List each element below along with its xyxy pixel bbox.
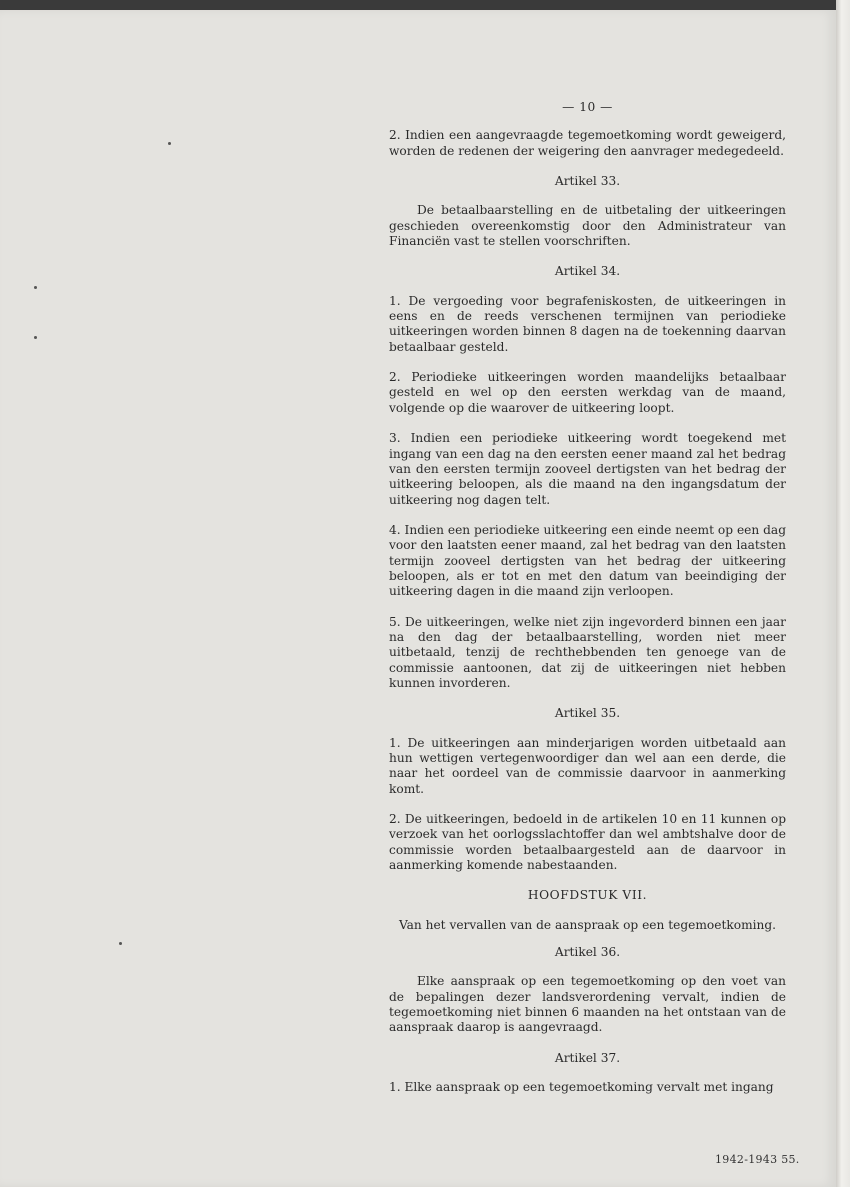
paragraph-art34-1: 1. De vergoeding voor begrafeniskosten, de uitkeeringen in eens en de reeds verschenen termijnen van periodieke uitkeeringen worden binnen 8 dagen na de toekenning daarvan betaalbaar gesteld. — [389, 293, 786, 354]
document-page — [0, 10, 836, 1187]
paragraph-art34-3: 3. Indien een periodieke uitkeering wordt toegekend met ingang van een dag na den eersten eener maand zal het bedrag van den eersten termijn zooveel dertigsten van het bedrag der uitkeering beloopen, als die maand na den ingangsdatum der uitkeering nog dagen telt. — [389, 431, 786, 507]
text-column — [389, 100, 786, 1111]
chapter-heading: HOOFDSTUK VII. — [527, 888, 648, 903]
paragraph-art35-2: 2. De uitkeeringen, bedoeld in de artikelen 10 en 11 kunnen op verzoek van het oorlogsslachtoffer dan wel ambtshalve door de commissie worden betaalbaargesteld aan de daarvoor in aanmerking komende nabestaanden. — [389, 812, 786, 873]
page-edge — [836, 0, 850, 1187]
paper-speck — [168, 142, 171, 145]
paper-speck — [34, 336, 37, 339]
article-heading-34: Artikel 34. — [554, 264, 621, 279]
paragraph-art36: Elke aanspraak op een tegemoetkoming op den voet van de bepalingen dezer landsverordening vervalt, indien de tegemoetkoming niet binnen 6 maanden na het ontstaan van de aanspraak daarop is aangevraagd. — [389, 974, 786, 1035]
article-heading-36: Artikel 36. — [554, 945, 621, 960]
paragraph-art37-1: 1. Elke aanspraak op een tegemoetkoming vervalt met ingang — [389, 1080, 774, 1095]
paper-speck — [119, 942, 122, 945]
paragraph-art32-2: 2. Indien een aangevraagde tegemoetkoming wordt geweigerd, worden de redenen der weigering den aanvrager medegedeeld. — [389, 128, 786, 158]
paragraph-art34-4: 4. Indien een periodieke uitkeering een einde neemt op een dag voor den laatsten eener maand, zal het bedrag van den laatsten termijn zooveel dertigsten van het bedrag der uitkeering beloopen, als er tot en met den datum van beeindiging der uitkeering dagen in die maand zijn verloopen. — [389, 522, 786, 599]
article-heading-37: Artikel 37. — [554, 1050, 621, 1065]
paragraph-art33: De betaalbaarstelling en de uitbetaling der uitkeeringen geschieden overeenkomstig door den Administrateur van Financiën vast te stellen voorschriften. — [389, 203, 786, 249]
article-heading-35: Artikel 35. — [554, 706, 621, 721]
footer-note: 1942-1943 55. — [715, 1153, 800, 1166]
article-heading-33: Artikel 33. — [554, 174, 621, 189]
chapter-subtitle: Van het vervallen van de aanspraak op een tegemoetkoming. — [398, 917, 777, 932]
paragraph-art35-1: 1. De uitkeeringen aan minderjarigen worden uitbetaald aan hun wettigen vertegenwoordiger dan wel aan een derde, die naar het oordeel van de commissie daarvoor in aanmerking komt. — [389, 735, 786, 796]
paragraph-art34-2: 2. Periodieke uitkeeringen worden maandelijks betaalbaar gesteld en wel op den eersten werkdag van de maand, volgende op die waarover de uitkeering loopt. — [389, 370, 786, 415]
page-number: — 10 — — [562, 100, 613, 114]
paragraph-art34-5: 5. De uitkeeringen, welke niet zijn ingevorderd binnen een jaar na den dag der betaalbaarstelling, worden niet meer uitbetaald, tenzij de rechthebbenden ten genoege van de commissie aantoonen, dat zij de uitkeeringen niet hebben kunnen invorderen. — [389, 614, 786, 690]
paper-speck — [34, 286, 37, 289]
